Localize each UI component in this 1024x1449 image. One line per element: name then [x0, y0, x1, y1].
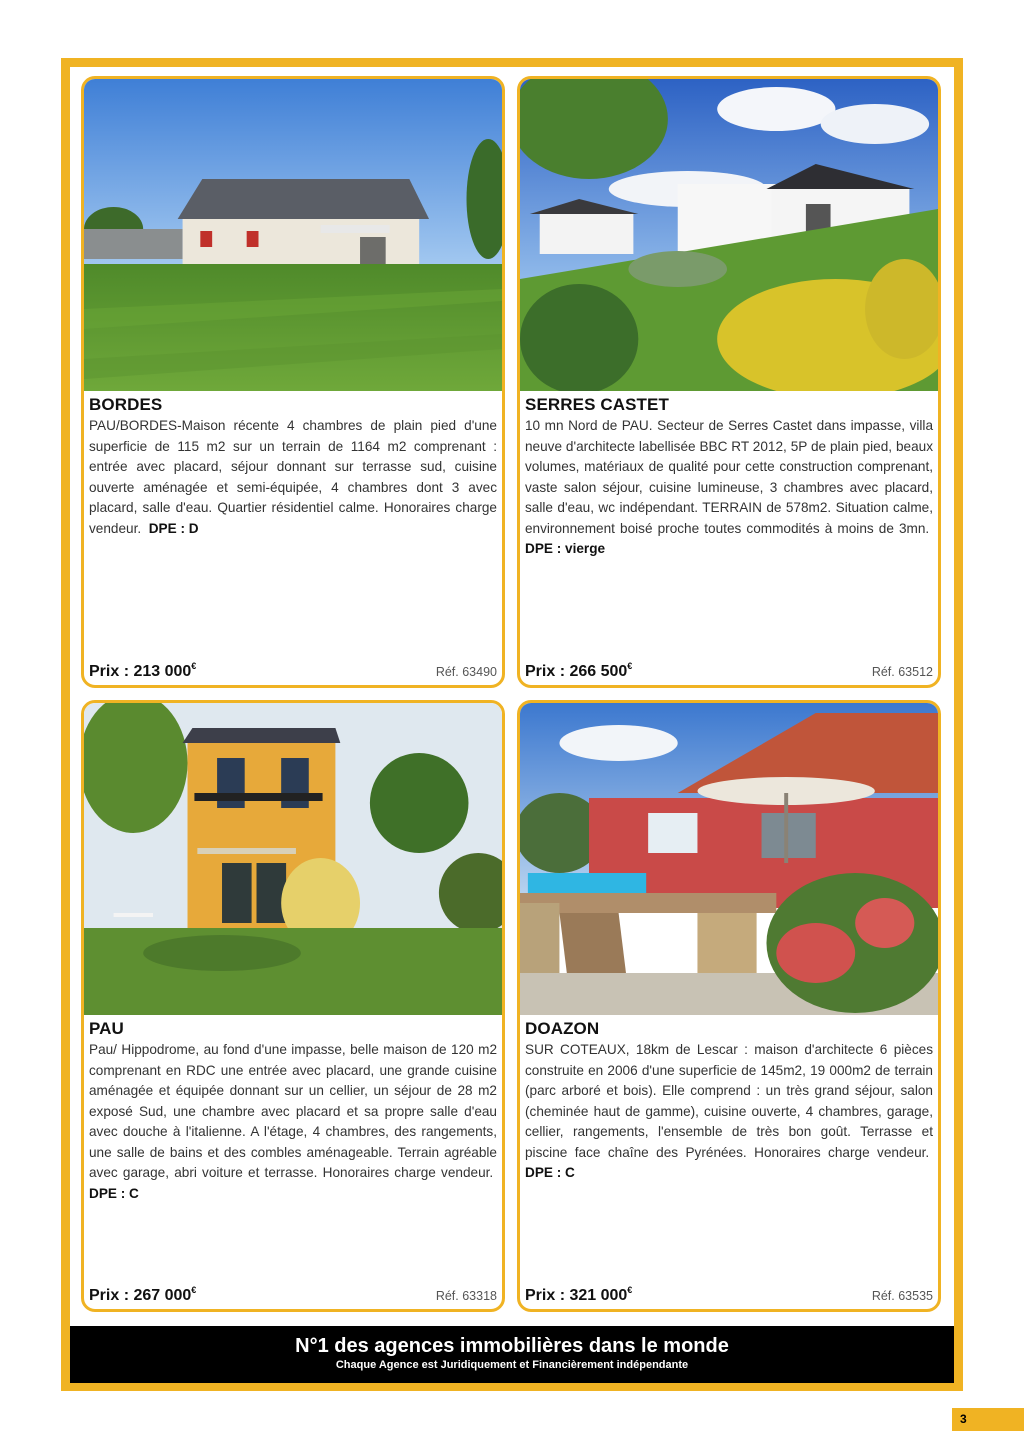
listing-description: Pau/ Hippodrome, au fond d'une impasse, belle maison de 120 m2 comprenant en RDC une entrée avec placard, une grande cuisine aménagée et équipée donnant sur un cellier, un séjour de 28 m2 exposé Sud, une chambre avec placard et sa propre salle d'eau avec douche à l'italienne. A l'étage, 4 chambres, des rangements, une salle de bains et des combles aménageable. Terrain agréable avec garage, abri voiture et terrasse. Honoraires charge vendeur. DPE : C: [89, 1042, 497, 1201]
dpe-rating: DPE : C: [89, 1185, 139, 1201]
listing-reference: Réf. 63512: [871, 665, 933, 679]
listing-price: Prix : 321 000€: [525, 1285, 633, 1304]
listing-photo-pau[interactable]: [84, 703, 502, 1015]
listing-description: 10 mn Nord de PAU. Secteur de Serres Castet dans impasse, villa neuve d'architecte labellisée BBC RT 2012, 5P de plain pied, beaux volumes, matériaux de qualité pour cette construction comprenant, vaste salon séjour, cuisine lumineuse, 3 chambres avec placard, salle d'eau, wc indépendant. TERRAIN de 578m2. Situation calme, environnement boisé proche toutes commodités à moins de 3mn. DPE : vierge: [525, 418, 933, 556]
house-photo-image: [520, 703, 938, 1015]
house-photo-image: [84, 79, 502, 391]
listing-town: BORDES: [89, 395, 163, 414]
listing-card-serres-castet[interactable]: [517, 76, 941, 688]
listing-price: Prix : 213 000€: [89, 661, 197, 680]
listing-reference: Réf. 63318: [435, 1289, 497, 1303]
listing-card-pau[interactable]: [81, 700, 505, 1312]
listing-town: DOAZON: [525, 1019, 600, 1038]
listing-town: SERRES CASTET: [525, 395, 669, 414]
listing-price: Prix : 266 500€: [525, 661, 633, 680]
listing-reference: Réf. 63535: [871, 1289, 933, 1303]
listing-photo-serres-castet[interactable]: [520, 79, 938, 391]
listing-description: SUR COTEAUX, 18km de Lescar : maison d'architecte 6 pièces construite en 2006 d'une superficie de 145m2, 19 000m2 de terrain (parc arboré et bois). Elle comprend : un très grand séjour, salon (cheminée haut de gamme), cuisine ouverte, 4 chambres, garage, cellier, rangements, l'ensemble de très bon goût. Terrasse et piscine face chaîne des Pyrénées. Honoraires charge vendeur. DPE : C: [525, 1042, 933, 1180]
listing-reference: Réf. 63490: [435, 665, 497, 679]
agency-banner: [70, 1326, 954, 1383]
listing-price: Prix : 267 000€: [89, 1285, 197, 1304]
listing-photo-bordes[interactable]: [84, 79, 502, 391]
house-photo-image: [84, 703, 502, 1015]
banner-title: N°1 des agences immobilières dans le monde: [295, 1335, 729, 1357]
listing-card-doazon[interactable]: [517, 700, 941, 1312]
listing-photo-doazon[interactable]: [520, 703, 938, 1015]
listing-description: PAU/BORDES-Maison récente 4 chambres de plain pied d'une superficie de 115 m2 sur un terrain de 1164 m2 comprenant : entrée avec placard, séjour donnant sur terrasse sud, cuisine ouverte aménagée et semi-équipée, 4 chambres dont 3 avec placard, salle d'eau. Quartier résidentiel calme. Honoraires charge vendeur. DPE : D: [89, 418, 497, 536]
page-number: 3: [952, 1408, 1024, 1431]
dpe-rating: DPE : C: [525, 1165, 575, 1180]
dpe-rating: DPE : vierge: [525, 541, 606, 556]
dpe-rating: DPE : D: [148, 520, 199, 536]
banner-subtitle: Chaque Agence est Juridiquement et Financièrement indépendante: [335, 1359, 689, 1371]
listing-town: PAU: [89, 1019, 124, 1038]
house-photo-image: [520, 79, 938, 391]
listing-card-bordes[interactable]: [81, 76, 505, 688]
